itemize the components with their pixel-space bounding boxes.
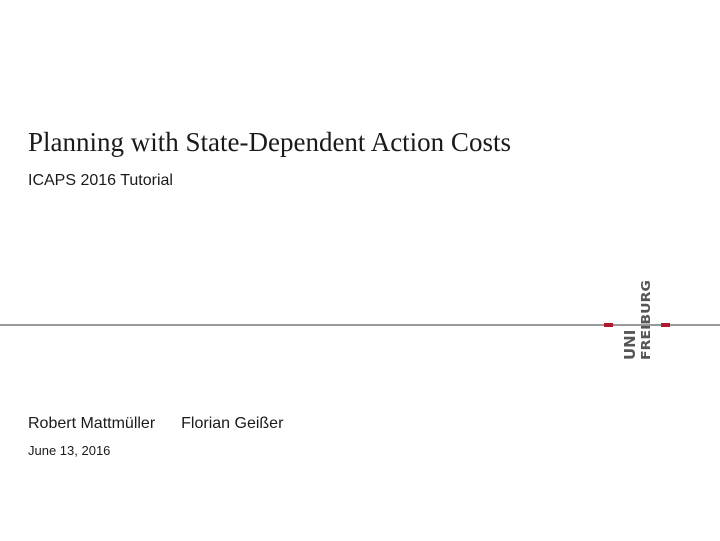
logo-accent-left bbox=[604, 323, 613, 327]
logo-accent-right bbox=[661, 323, 670, 327]
university-logo bbox=[604, 278, 670, 360]
author-name: Florian Geißer bbox=[181, 415, 284, 432]
author-name: Robert Mattmüller bbox=[28, 415, 156, 432]
logo-line-uni: UNI bbox=[621, 329, 639, 360]
presentation-date: June 13, 2016 bbox=[28, 443, 111, 458]
logo-line-freiburg: FREIBURG bbox=[638, 289, 653, 360]
slide-title: Planning with State-Dependent Action Costs bbox=[28, 127, 511, 157]
author-list bbox=[28, 414, 283, 434]
logo-wordmark bbox=[618, 278, 658, 360]
slide-subtitle: ICAPS 2016 Tutorial bbox=[28, 172, 173, 189]
